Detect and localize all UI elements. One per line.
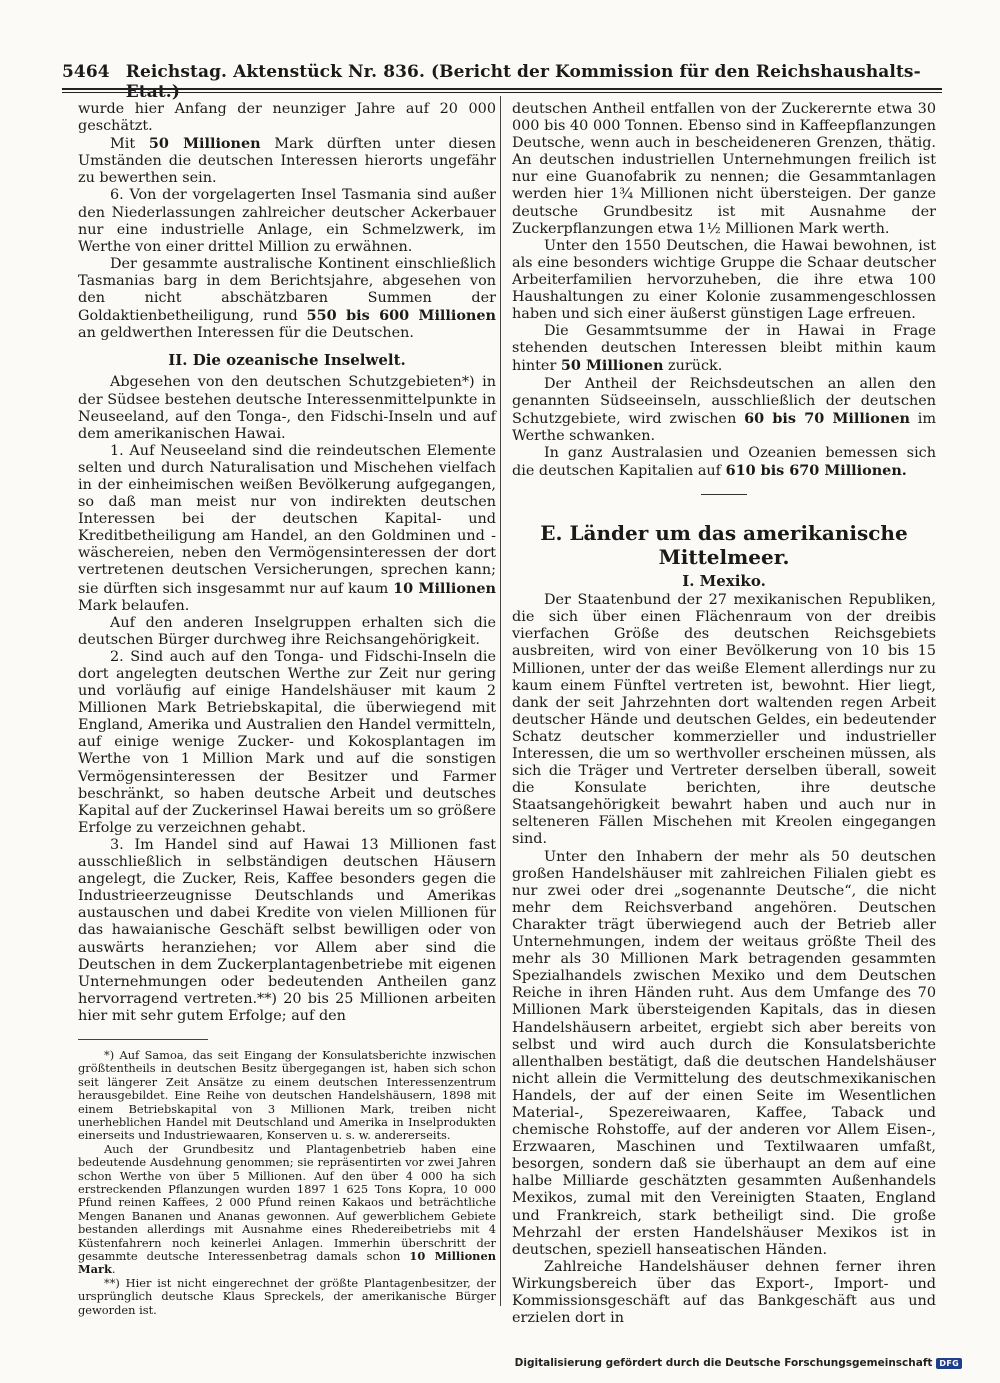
digitization-credit: [515, 1357, 962, 1369]
emphasis: 550 bis 600 Millionen: [306, 307, 497, 325]
section-divider: [701, 494, 747, 495]
emphasis: 50 Millionen: [148, 135, 261, 153]
running-title: Reichstag. Aktenstück Nr. 836. (Bericht der Kommission für den Reichshaushalts-Etat.): [125, 62, 921, 102]
paragraph: Unter den 1550 Deutschen, die Hawai bewohnen, ist als eine besonders wichtige Gruppe die Schaar deutscher Arbeiterfamilien hervorzuheben, die ihre etwa 100 Haushaltungen zu einer Kolonie zusammengeschlossen haben und sich einer äußerst günstigen Lage erfreuen.: [512, 237, 936, 323]
header-rule-thin: [62, 92, 942, 93]
paragraph: Abgesehen von den deutschen Schutzgebieten*) in der Südsee bestehen deutsche Interessenmittelpunkte in Neuseeland, auf den Tonga-, den Fidschi-Inseln und auf dem amerikanischen Hawai.: [78, 374, 496, 442]
paragraph: 3. Im Handel sind auf Hawai 13 Millionen fast ausschließlich in selbständigen deutschen Häusern angelegt, die Zucker, Reis, Kaffee besonders gegen die Industrieerzeugnisse Deutschlands und Amerikas austauschen und dabei Kredite von vielen Millionen für das hawaianische Geschäft selbst bewilligen oder von auswärts heranziehen; vor Allem aber sind die Deutschen in dem Zuckerplantagenbetriebe mit eigenen Unternehmungen oder bedeutenden Antheilen ganz hervorragend vertreten.**) 20 bis 25 Millionen arbeiten hier mit sehr gutem Erfolge; auf den: [78, 836, 496, 1024]
right-column: [512, 101, 936, 1327]
footnote: Auch der Grundbesitz und Plantagenbetrieb haben eine bedeutende Ausdehnung genommen; sie repräsentirten vor zwei Jahren schon Werthe von über 5 Millionen. Auf den über 4 000 ha sich erstreckenden Pflanzungen wurden 1897 1 625 Tons Kopra, 10 000 Pfund reinen Kaffees, 2 000 Pfund reinen Kakaos und beträchtliche Mengen Bananen und Ananas gewonnen. Auf gewerblichem Gebiete bestanden allerdings mit Ausnahme eines Rhedereibetriebs mit 4 Küstenfahrern noch keinerlei Anlagen. Immerhin überschritt der gesammte deutsche Interessenbetrag damals schon 10 Millionen Mark.: [78, 1141, 496, 1277]
page-number: 5464: [62, 62, 110, 82]
footnote-separator: [78, 1039, 208, 1040]
emphasis: 10 Millionen: [393, 579, 497, 597]
dfg-logo: DFG: [936, 1358, 962, 1369]
header-rule: [62, 88, 942, 90]
emphasis: 10 Millionen Mark: [78, 1249, 496, 1277]
paragraph: 6. Von der vorgelagerten Insel Tasmania sind außer den Niederlassungen zahlreicher deutscher Ackerbauer nur eine industrielle Anlage, ein Schmelzwerk, im Werthe von einer drittel Million zu erwähnen.: [78, 187, 496, 255]
paragraph: wurde hier Anfang der neunziger Jahre auf 20 000 geschätzt.: [78, 101, 496, 135]
paragraph: 1. Auf Neuseeland sind die reindeutschen Elemente selten und durch Naturalisation und Mischehen vielfach in der einheimischen weißen Bevölkerung aufgegangen, so daß man meist nur von indirekten deutschen Interessen bei der deutschen Kapital- und Kreditbetheiligung am Handel, an den Goldminen und -wäschereien, neben den Vermögensinteressen der dort vertretenen deutschen Versicherungen, sprechen kann; sie dürften sich insgesammt nur auf kaum 10 Millionen Mark belaufen.: [78, 442, 497, 614]
footnote: **) Hier ist nicht eingerechnet der größte Plantagenbesitzer, der ursprünglich deutsche Klaus Spreckels, der amerikanische Bürger geworden ist.: [78, 1275, 496, 1317]
running-header: [62, 62, 942, 102]
paragraph: Mit 50 Millionen Mark dürften unter diesen Umständen die deutschen Interessen hierorts ungefähr zu bewerthen sein.: [78, 135, 497, 187]
paragraph: In ganz Australasien und Ozeanien bemessen sich die deutschen Kapitalien auf 610 bis 670 Millionen.: [512, 444, 936, 479]
paragraph: deutschen Antheil entfallen von der Zuckerernte etwa 30 000 bis 40 000 Tonnen. Ebenso sind in Kaffeepflanzungen Deutsche, wenn auch in bescheideneren Grenzen, thätig. An deutschen industriellen Unternehmungen freilich ist nur eine Guanofabrik zu nennen; die Gesammtanlagen werden hier 1¾ Millionen nicht übersteigen. Der ganze deutsche Grundbesitz ist mit Ausnahme der Zuckerpflanzungen etwa 1½ Millionen Mark werth.: [512, 101, 936, 237]
paragraph: Der gesammte australische Kontinent einschließlich Tasmanias barg in dem Berichtsjahre, abgesehen von den nicht abschätzbaren Summen der Goldaktienbetheiligung, rund 550 bis 600 Millionen an geldwerthen Interessen für die Deutschen.: [78, 255, 497, 342]
emphasis: 60 bis 70 Millionen: [744, 409, 910, 427]
paragraph: Auf den anderen Inselgruppen erhalten sich die deutschen Bürger durchweg ihre Reichsangehörigkeit.: [78, 614, 496, 648]
chapter-title: E. Länder um das amerikanische Mittelmeer.: [540, 521, 908, 570]
section-title: II. Die ozeanische Inselwelt.: [168, 351, 406, 370]
column-separator: [500, 96, 501, 1306]
section-title: I. Mexiko.: [682, 572, 766, 591]
footnotes: [78, 1049, 496, 1317]
paragraph: 2. Sind auch auf den Tonga- und Fidschi-Inseln die dort angelegten deutschen Werthe zur Zeit nur gering und vorläufig auf einige Handelshäuser mit kaum 2 Millionen Mark Betriebskapital, die überwiegend mit England, Amerika und Australien den Handel vermitteln, auf einige wenige Zucker- und Kokosplantagen im Werthe von 1 Million Mark und auf die sonstigen Vermögensinteressen der Besitzer und Farmer beschränkt, so haben deutsche Arbeit und deutsches Kapital auf der Zuckerinsel Hawai bereits um so größere Erfolge zu verzeichnen gehabt.: [78, 648, 496, 836]
credit-text: Digitalisierung gefördert durch die Deutsche Forschungsgemeinschaft: [514, 1357, 933, 1369]
paragraph: Die Gesammtsumme der in Hawai in Frage stehenden deutschen Interessen bleibt mithin kaum hinter 50 Millionen zurück.: [512, 323, 936, 375]
paragraph: Der Antheil der Reichsdeutschen an allen den genannten Südseeinseln, ausschließlich der deutschen Schutzgebiete, wird zwischen 60 bis 70 Millionen im Werthe schwanken.: [512, 375, 936, 444]
paragraph: Der Staatenbund der 27 mexikanischen Republiken, die sich über einen Flächenraum von der dreibis vierfachen Größe des deutschen Reichsgebiets ausbreiten, wird von einer Bevölkerung von 10 bis 15 Millionen, unter der das weiße Element allerdings nur zu kaum einem Fünftel vertreten ist, bewohnt. Hier liegt, dank der seit Jahrzehnten dort waltenden regen Arbeit deutscher Hände und deutschen Geldes, ein bedeutender Schatz deutscher kommerzieller und industrieller Interessen, die um so werthvoller erscheinen müssen, als sich die Träger und Vertreter derselben überall, soweit die Konsulate berichten, ihre deutsche Staatsangehörigkeit bewahrt haben und auch nur in selteneren Fällen Mischehen mit Kreolen eingegangen sind.: [512, 592, 936, 848]
left-column: [78, 101, 496, 1317]
footnote: *) Auf Samoa, das seit Eingang der Konsulatsberichte inzwischen größtentheils in deutschen Besitz übergegangen ist, haben sich schon seit längerer Zeit Ansätze zu einem deutschen Interessenzentrum herausgebildet. Eine Reihe von deutschen Handelshäusern, 1898 mit einem Betriebskapital von 3 Millionen Mark, treiben nicht unerheblichen Handel mit Deutschland und Amerika in Inselprodukten einerseits und Industriewaaren, Konserven u. s. w. andererseits.: [78, 1047, 496, 1143]
paragraph: Zahlreiche Handelshäuser dehnen ferner ihren Wirkungsbereich über das Export-, Import- und Kommissionsgeschäft auf das Bankgeschäft aus und erzielen dort in: [512, 1258, 936, 1327]
emphasis: 50 Millionen: [560, 357, 664, 375]
emphasis: 610 bis 670 Millionen.: [725, 461, 907, 479]
paragraph: Unter den Inhabern der mehr als 50 deutschen großen Handelshäuser mit zahlreichen Filialen giebt es nur zwei oder drei „sogenannte Deutsche“, die nicht mehr dem Reichsverband angehören. Deutschen Charakter trägt überwiegend auch der Betrieb aller Unternehmungen, indem der weitaus größte Theil des mehr als 30 Millionen Mark betragenden gesammten Spezialhandels zwischen Mexiko und dem Deutschen Reiche in ihren Händen ruht. Aus dem Umfange des 70 Millionen Mark übersteigenden Kapitals, das in diesen Handelshäusern arbeitet, ergiebt sich aber bereits von selbst und wird auch durch die Konsulatsberichte allenthalben bestätigt, daß die deutschen Handelshäuser nicht allein die Vermittelung des deutschmexikanischen Handels, der auf der einen Seite im Wesentlichen Material-, Spezereiwaaren, Kaffee, Taback und chemische Rohstoffe, auf der anderen vor Allem Eisen-, Erzwaaren, Maschinen und Textilwaaren umfaßt, besorgen, sondern daß sie überhaupt an dem auf eine halbe Milliarde geschätzten gesammten Außenhandels Mexikos, zumal mit den Vereinigten Staaten, England und Frankreich, stark betheiligt sind. Die große Mehrzahl der ersten Handelshäuser Mexikos ist in deutschen, speziell hanseatischen Händen.: [512, 848, 936, 1258]
